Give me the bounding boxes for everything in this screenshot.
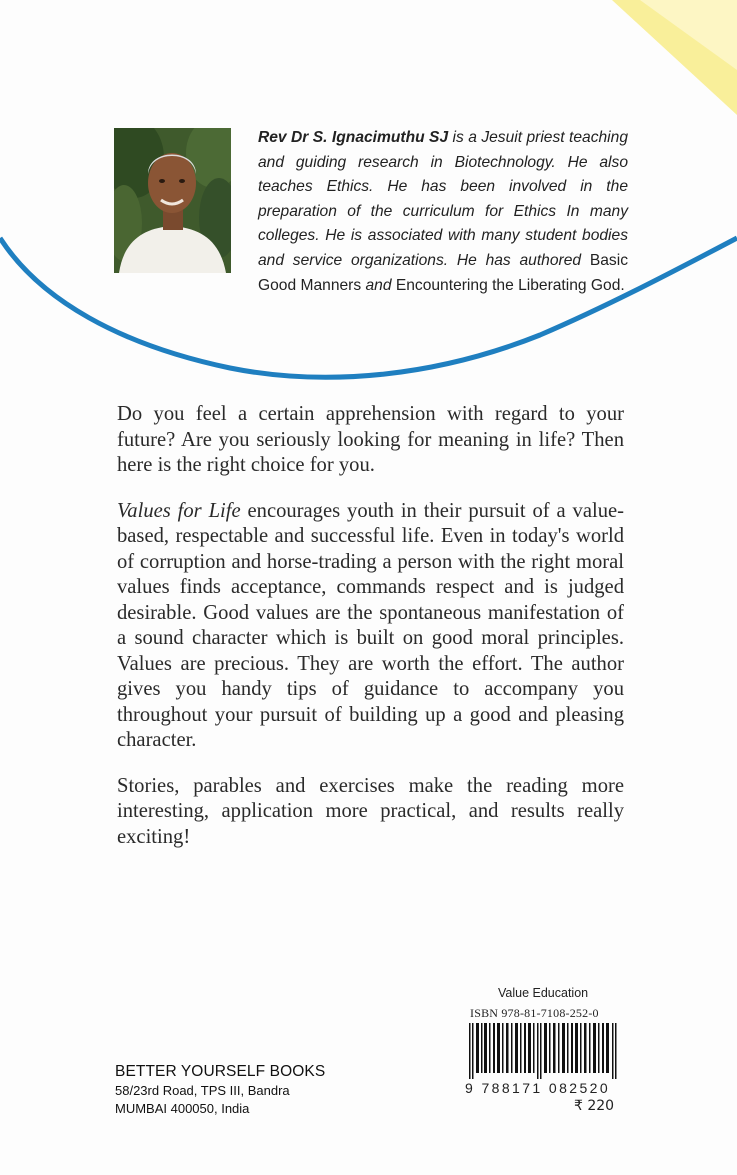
category-label: Value Education [498,986,589,1000]
bio-end-period: . [620,276,625,294]
author-name: Rev Dr S. Ignacimuthu SJ [258,129,449,146]
publisher-block [115,1062,325,1118]
publisher-address-line-1: 58/23rd Road, TPS III, Bandra [115,1083,290,1098]
barcode [467,1023,619,1079]
publisher-address-line-2: MUMBAI 400050, India [115,1101,250,1116]
blurb-paragraph-1: Do you feel a certain apprehension with regard to your future? Are you seriously looking for meaning in life? Then here is the right choice for you. [117,403,624,476]
author-bio [258,126,628,298]
and-word: and [361,276,396,294]
book-blurb [117,402,624,870]
author-bio-text: is a Jesuit priest teaching and guiding research in Biotechnology. He also teaches Ethics. He has been involved in the preparation of the curriculum for Ethics In many colleges. He is associated with many student bodies and service organizations. He has authored [258,129,628,269]
corner-yellow-shape [612,0,737,115]
book-title-values-for-life: Values for Life [117,499,241,522]
isbn-text: ISBN 978-81-7108-252-0 [470,1006,599,1020]
barcode-number: 9 788171 082520 [465,1080,610,1096]
blurb-paragraph-2 [117,499,624,754]
blurb-paragraph-3: Stories, parables and exercises make the reading more interesting, application more practical, and results really exciting! [117,774,624,848]
book-title-basic-good-manners: Basic Good Manners [258,251,628,294]
corner-yellow-highlight [640,0,737,70]
author-photo [114,128,231,273]
book-title-encountering-the-liberating-god: Encountering the Liberating God [395,276,621,294]
blurb-paragraph-2-text: encourages youth in their pursuit of a value-based, respectable and successful life. Even in today's world of corruption and horse-trading a person with the right moral values finds acceptance, commands respect and is judged desirable. Good values are the spontaneous manifestation of a sound character which is built on good moral principles. Values are precious. They are worth the effort. The author gives you handy tips of guidance to accompany you throughout your pursuit of building up a good and pleasing character. [117,499,624,751]
price-label: ₹ 220 [574,1098,615,1114]
publisher-name: BETTER YOURSELF BOOKS [115,1063,326,1080]
